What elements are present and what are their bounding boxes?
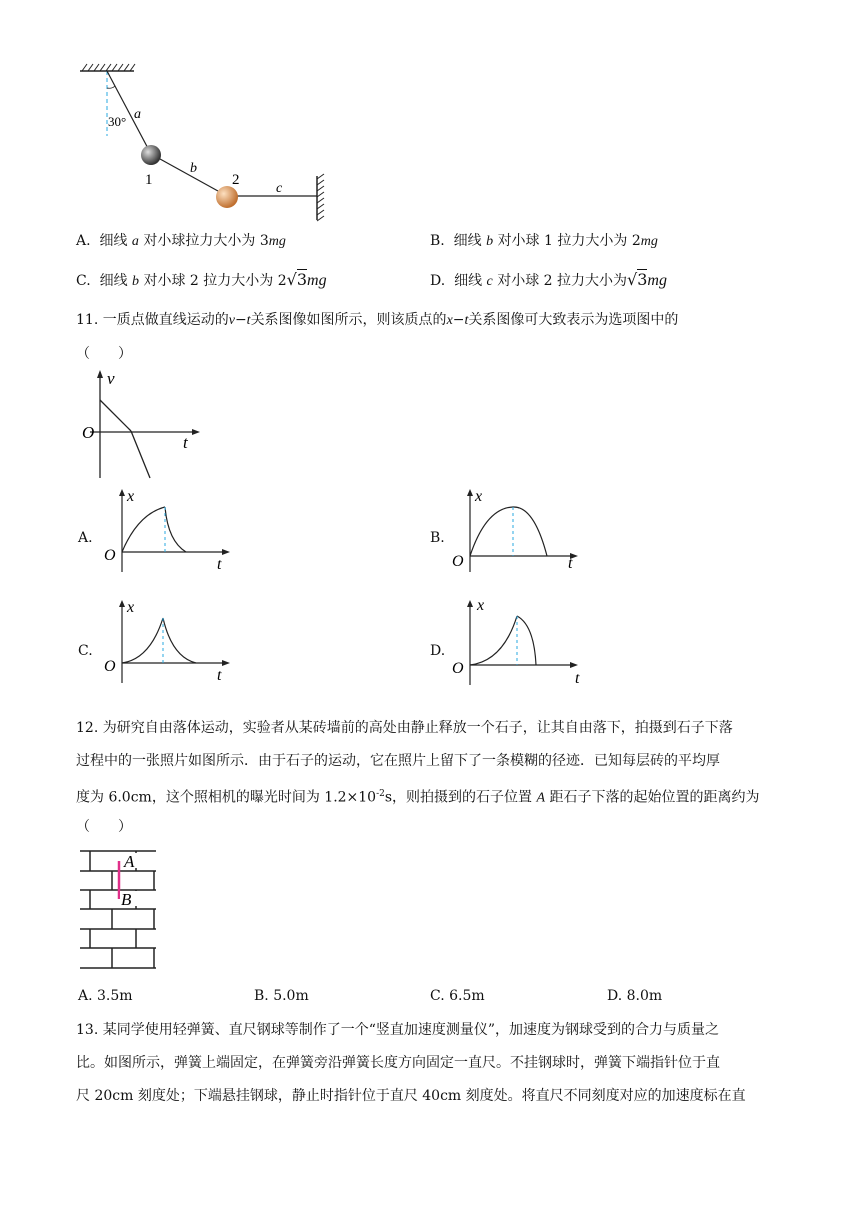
string-a-label: a xyxy=(134,107,141,122)
q13-stem-line-3: 尺 20cm 刻度处；下端悬挂钢球，静止时指针位于直尺 40cm 刻度处。将直尺不同刻度对应的加速度标在直 xyxy=(76,1088,746,1104)
svg-text:O: O xyxy=(452,553,464,570)
v-axis-label: v xyxy=(107,369,115,388)
ball-1-label: 1 xyxy=(145,172,153,188)
string-b-label: b xyxy=(190,161,197,176)
q11-stem: 11. 一质点做直线运动的v−t关系图像如图所示，则该质点的x−t关系图像可大致表示为选项图中的 xyxy=(76,312,679,328)
angle-label: 30° xyxy=(108,114,127,129)
q11-vt-graph xyxy=(76,368,206,480)
svg-text:O: O xyxy=(104,547,116,564)
origin-label: O xyxy=(82,423,95,442)
q12-option-a[interactable]: A. 3.5m xyxy=(78,988,133,1004)
ball-2-label: 2 xyxy=(232,172,240,188)
q13-stem-line-1: 13. 某同学使用轻弹簧、直尺钢球等制作了一个“竖直加速度测量仪”，加速度为钢球受到的合力与质量之 xyxy=(76,1022,720,1038)
svg-text:t: t xyxy=(217,556,222,573)
q10-figure xyxy=(74,60,334,225)
point-a-label: A xyxy=(124,852,135,871)
q10-option-a[interactable]: A. 细线 a 对小球拉力大小为 3mg xyxy=(76,233,286,249)
q10-option-b[interactable]: B. 细线 b 对小球 1 拉力大小为 2mg xyxy=(430,233,658,249)
q12-option-d[interactable]: D. 8.0m xyxy=(607,988,663,1004)
q11-option-d-graph[interactable] xyxy=(448,597,588,689)
q10-option-d[interactable]: D. 细线 c 对小球 2 拉力大小为√3mg xyxy=(430,270,667,289)
svg-text:x: x xyxy=(127,599,135,616)
q12-stem-line-3: 度为 6.0cm，这个照相机的曝光时间为 $1.2\times 10^{-2}s$，则拍摄到的石子位置 A 距石子下落的起始位置的距离约为 xyxy=(76,789,760,806)
t-axis-label: t xyxy=(183,433,188,452)
svg-text:x: x xyxy=(477,597,485,614)
q13-stem-line-2: 比。如图所示，弹簧上端固定，在弹簧旁沿弹簧长度方向固定一直尺。不挂钢球时，弹簧下端指针位于直 xyxy=(76,1055,720,1071)
q11-option-a-key[interactable]: A. xyxy=(78,530,93,546)
svg-text:O: O xyxy=(452,660,464,677)
q11-option-c-key[interactable]: C. xyxy=(78,643,93,659)
q10-option-c[interactable]: C. 细线 b 对小球 2 拉力大小为 2√3mg xyxy=(76,270,327,289)
q11-blank: （ ） xyxy=(76,346,132,362)
svg-text:t: t xyxy=(568,555,573,572)
q11-option-b-key[interactable]: B. xyxy=(430,530,445,546)
q11-option-d-key[interactable]: D. xyxy=(430,643,446,659)
svg-text:x: x xyxy=(475,488,483,505)
q12-blank: （ ） xyxy=(76,819,132,835)
point-b-label: B xyxy=(121,890,132,909)
q12-option-c[interactable]: C. 6.5m xyxy=(430,988,485,1004)
q12-option-b[interactable]: B. 5.0m xyxy=(254,988,309,1004)
q12-stem-line-1: 12. 为研究自由落体运动，实验者从某砖墙前的高处由静止释放一个石子，让其自由落下，拍摄到石子下落 xyxy=(76,720,733,736)
q12-stem-line-2: 过程中的一张照片如图所示．由于石子的运动，它在照片上留下了一条模糊的径迹．已知每层砖的平均厚 xyxy=(76,753,720,769)
svg-text:t: t xyxy=(217,667,222,684)
svg-text:O: O xyxy=(104,658,116,675)
ball-1 xyxy=(141,145,161,165)
q12-brick-wall-figure xyxy=(78,847,162,973)
q11-option-a-graph[interactable] xyxy=(100,486,240,576)
string-c-label: c xyxy=(276,181,283,196)
svg-text:t: t xyxy=(575,670,580,687)
q11-option-c-graph[interactable] xyxy=(100,597,240,687)
q11-option-b-graph[interactable] xyxy=(448,486,588,576)
ball-2 xyxy=(216,186,238,208)
svg-text:x: x xyxy=(127,488,135,505)
